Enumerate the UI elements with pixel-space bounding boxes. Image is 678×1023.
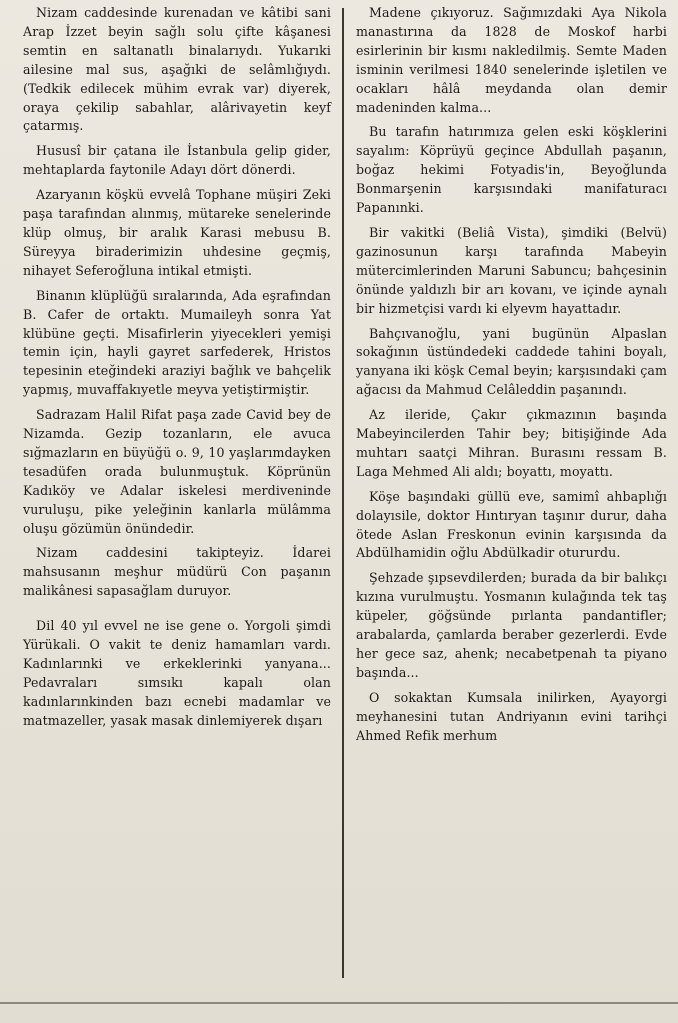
paragraph: Nizam caddesinde kurenadan ve kâtibi sani Arap İzzet beyin sağlı solu çifte kâşanesi semtin en saltanatlı binalarıydı. Yukarıki ailesine mal sus, aşağıki de selâmlığıydı. (Tedkik edilecek mühim evrak var) diyerek, oraya çekilip sabahlar, alârivayetin keyf çatarmış. [23, 5, 331, 134]
paragraph: Az ileride, Çakır çıkmazının başında Mabeyincilerden Tahir bey; bitişiğinde Ada muhtarı saatçi Mihran. Burasını ressam B. Laga Mehmed Ali aldı; boyattı, moyattı. [356, 407, 667, 479]
paragraph: Hususî bir çatana ile İstanbula gelip gider, mehtaplarda faytonile Adayı dört dönerdi. [23, 143, 331, 178]
paragraph: Sadrazam Halil Rifat paşa zade Cavid bey de Nizamda. Gezip tozanların, ele avuca sığmazların en büyüğü o. 9, 10 yaşlarımdayken tesadüfen orada bulunmuştuk. Köprünün Kadıköy ve Adalar iskelesi merdiveninde vuruluşu, pike yeleğinin kanlarla mülâmma oluşu gözümün önündedir. [23, 407, 331, 536]
column-divider [342, 8, 344, 978]
paragraph: Nizam caddesini takipteyiz. İdarei mahsusanın meşhur müdürü Con paşanın malikânesi sapasağlam duruyor. [23, 545, 331, 599]
paragraph: Azaryanın köşkü evvelâ Tophane müşiri Zeki paşa tarafından alınmış, mütareke senelerinde klüp olmuş, bir aralık Karasi mebusu B. Süreyya biraderimizin uhdesine geçmiş, nihayet Seferoğluna intikal etmişti. [23, 187, 331, 278]
paragraph: Dil 40 yıl evvel ne ise gene o. Yorgoli şimdi Yürükali. O vakit te deniz hamamları vardı. Kadınlarınki ve erkeklerinki yanyana... Pedavraları sımsıkı kapalı olan kadınlarınkinden bazı ecnebi madamlar ve matmazeller, yasak masak dinlemiyerek dışarı [23, 618, 331, 728]
paragraph: Madene çıkıyoruz. Sağımızdaki Aya Nikola manastırına da 1828 de Moskof harbi esirlerinin bir kısmı nakledilmiş. Semte Maden isminin verilmesi 1840 senelerinde işletilen ve ocakları hâlâ meydanda olan demir madeninden kalma... [356, 5, 667, 115]
left-column [23, 4, 331, 737]
paragraph: Bahçıvanoğlu, yani bugünün Alpaslan sokağının üstündedeki caddede tahini boyalı, yanyana iki köşk Cemal beyin; karşısındaki çam ağacısı da Mahmud Celâleddin paşanındı. [356, 325, 667, 398]
right-column [356, 4, 667, 752]
paragraph: Şehzade şıpsevdilerden; burada da bir balıkçı kızına vurulmuştu. Yosmanın kulağında tek taş küpeler, göğsünde pırlanta pandantifler; arabalarda, çamlarda beraber gezerlerdi. Evde her gece saz, ahenk; necabetpenah ta piyano başında... [356, 570, 667, 680]
paragraph: Binanın klüplüğü sıralarında, Ada eşrafından B. Cafer de ortaktı. Mumaileyh sonra Yat klübüne geçti. Misafirlerin yiyecekleri yemişi temin için, hayli gayret sarfederek, Hristos tepesinin eteğindeki araziyi bağlık ve bahçelik yapmış, muvaffakıyetle meyva yetiştirmiştir. [23, 287, 331, 398]
paragraph: O sokaktan Kumsala inilirken, Ayayorgi meyhanesini tutan Andriyanın evini tarihçi Ahmed Refik merhum [356, 689, 667, 743]
paragraph: Köşe başındaki güllü eve, samimî ahbaplığı dolayısile, doktor Hıntıryan taşınır durur, daha ötede Aslan Freskonun evinin karşısında da Abdülhamidin oğlu Abdülkadir otururdu. [356, 488, 667, 561]
paragraph: Bir vakitki (Beliâ Vista), şimdiki (Belvü) gazinosunun karşı tarafında Mabeyin mütercimlerinden Maruni Sabuncu; bahçesinin önünde yaldızlı bir arı kovanı, ve içinde aynalı bir hizmetçisi vardı ki elyevm hayattadır. [356, 224, 667, 316]
page-bottom-rule [0, 1002, 678, 1004]
paragraph: Bu tarafın hatırımıza gelen eski köşklerini sayalım: Köprüyü geçince Abdullah paşanın, boğaz hekimi Fotyadis'in, Beyoğlunda Bonmarşenin karşısındaki manifaturacı Papanınki. [356, 124, 667, 216]
